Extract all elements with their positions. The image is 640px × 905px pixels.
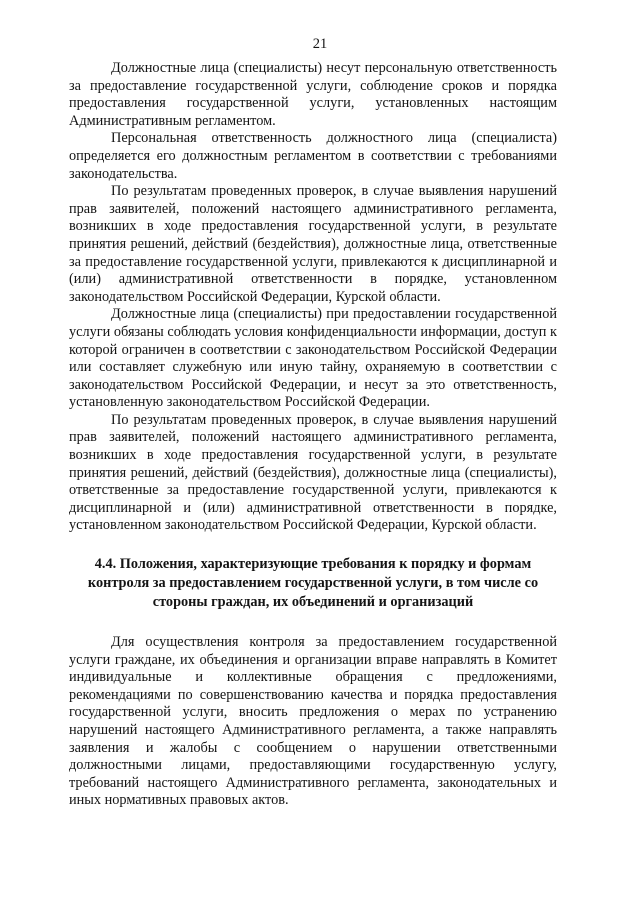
- paragraph: Для осуществления контроля за предоставлением государственной услуги граждане, их объединения и организации вправе направлять в Комитет индивидуальные и коллективные обращения с предложениями, рекомендациями по совершенствованию качества и порядка предоставления государственной услуги, вносить предложения о мерах по устранению нарушений настоящего Административного регламента, а также направлять заявления и жалобы с сообщением о нарушении ответственными должностными лицами, предоставляющими государственную услугу, требований настоящего Административного регламента, законодательных и иных нормативных правовых актов.: [69, 634, 557, 809]
- paragraph: По результатам проведенных проверок, в случае выявления нарушений прав заявителей, положений настоящего административного регламента, возникших в ходе предоставления государственной услуги, в результате принятия решений, действий (бездействия), должностные лица, ответственные за предоставление государственной услуги, привлекаются к дисциплинарной и (или) административной ответственности в порядке, установленном законодательством Российской Федерации, Курской области.: [69, 183, 557, 305]
- paragraph: По результатам проведенных проверок, в случае выявления нарушений прав заявителей, положений настоящего административного регламента, возникших в ходе предоставления государственной услуги, в результате принятия решений, действий (бездействия), должностные лица (специалисты), ответственные за предоставление государственной услуги, привлекаются к дисциплинарной и (или) административной ответственности в порядке, установленном законодательством Российской Федерации, Курской области.: [69, 411, 557, 534]
- page-number: 21: [312, 36, 328, 52]
- paragraph: Должностные лица (специалисты) при предоставлении государственной услуги обязаны соблюдать условия конфиденциальности информации, доступ к которой ограничен в соответствии с законодательством Российской Федерации или составляет служебную или иную тайну, охраняемую в соответствии с законодательством Российской Федерации, и несут за это ответственность, установленную законодательством Российской Федерации.: [69, 306, 557, 411]
- paragraph: Персональная ответственность должностного лица (специалиста) определяется его должностным регламентом в соответствии с требованиями законодательства.: [69, 130, 557, 182]
- paragraph: Должностные лица (специалисты) несут персональную ответственность за предоставление государственной услуги, соблюдение сроков и порядка предоставления государственной услуги, установленных настоящим Административным регламентом.: [69, 60, 557, 129]
- document-body: [69, 60, 557, 810]
- section-heading: 4.4. Положения, характеризующие требования к порядку и формам контроля за предоставлением государственной услуги, в том числе со стороны граждан, их объединений и организаций: [87, 556, 539, 611]
